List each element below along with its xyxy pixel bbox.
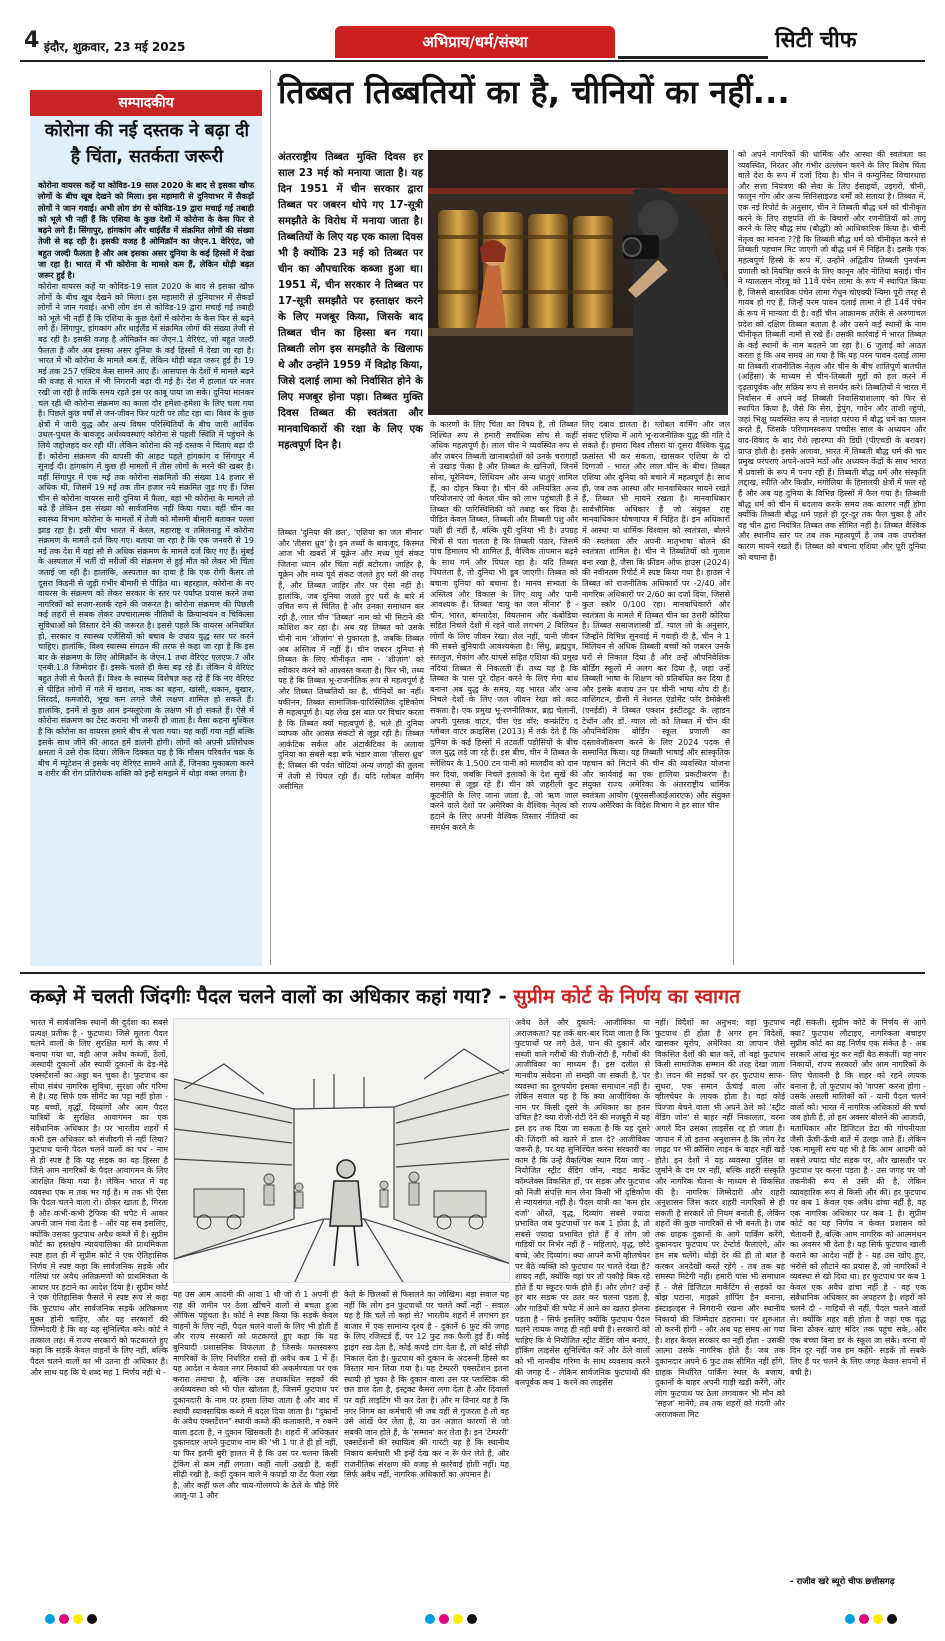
byline: - राजीव खरे ब्यूरो चीफ छत्तीसगढ़ — [790, 1577, 895, 1587]
editorial-lead: कोरोना वायरस कहें या कोविड-19 साल 2020 के बाद से इसका खौफ लोगों के बीच खूब देखने को मिला। इस महामारी से दुनियाभर में सैकड़ों लोगों ने जान गवाई। अभी लोग डंग से कोविड-19 द्वारा मचाई गई तबाही को भूले भी नहीं हैं कि एशिया के कुछ देशों में कोरोना के केस फिर से बढ़ने लगे हैं। सिंगापुर, हांगकांग और थाईलैंड में संक्रमित लोगों की संख्या तेजी से बढ़ रही है। इसकी वजह है ओमिक्रॉन का जेएन.1 वेरिएंट, जो बहुत जल्दी फैलता है और अब इसका असर दुनिया के कई हिस्सों में देखा जा रहा है। भारत में भी कोरोना के मामले कम हैं, लेकिन थोड़ी बढ़त जरूर हुई है। — [38, 180, 254, 281]
footpath-headline-main: कब्ज़े में चलती जिंदगीः पैदल चलने वालों का अधिकार कहां गया? - — [30, 985, 514, 1008]
color-registration-marks — [20, 1610, 925, 1628]
brand-logo: सिटी चीफ — [775, 28, 857, 53]
footpath-column-5: नहीं। विदेशों का अनुभव: वहां फुटपाथ फुटपाथ ही होता है अगर हम विदेशों, खासकर यूरोप, अमेरिका या जापान जैसे विकसित देशों की बात करें, तो वहां फुटपाथ किसी सामाजिक सम्मान की तरह देखा जाता है। लंदन की सड़कों पर हर फुटपाथ साफ-सुथरा, एक समान ऊँचाई वाला और व्हीलचेयर के लायक होता है। वहां कोई पिज्जा बेचने वाला भी अपने ठेले को 'स्ट्रीट वेंडिंग जोन' से बाहर नहीं निकालता, वरना अगले दिन उसका लाइसेंस रद्द हो जाता है। जापान में तो इतना अनुशासन है कि लोग रेड लाइट पर भी क्रॉसिंग लाइन के बाहर नहीं खड़े होते। इन देशों ने यह व्यवस्था पुलिस या जुर्माने के दम पर नहीं, बल्कि शहरी संस्कृति और नागरिक चेतना के माध्यम से विकसित की है। नागरिक जिम्मेदारी और शहरी अनुशासन जिस कदर शहरी नागरिकों से ही सकती है सरकारें तो नियम बनाती हैं, लेकिन शहरों की कुछ नागरिकों से भी बनती है। जब तक ग्राहक दुकानों के आगे पार्किंग करेंगे, दुकानदार फुटपाथ पर टेन्टोर्ड फैलाएंगे, और हम सब चलेंगे। थोड़ी देर की ही तो बात है करकर अनदेखी करते रहेंगे - तब तक यह समस्या मिटेगी नहीं। हमारी पास भी समाधान हैं - जैसे डिजिटल मार्केटिंग से सड़कों का बोझ घटाना, माइक्रो शॉपिंग हैन बनाना, इंस्टाइल्ड्स ने निगरानी रखना और स्थानीय निकायों की जिम्मेदार ठहराना। पर शुरुआत तो करनी होगी - और अब यह समय आ गया है। शहर केवल सरकार का नहीं होता - उसकी आत्मा उसके नागरिक होते हैं। जब तक दुकानदार अपने 6 फुट तक सीमित नहीं होंगे, ग्राहक निर्धारित पार्किंग स्थल के बजाय, दुकानों के बाहर अपनी गाड़ी खड़ी करेंगे, और लोग फुटपाथ पर ठेला लगवाकर भी मौन को 'सहज' मानेंगे, तब तक शहरों को गंदगी और अराजकता मिट — [655, 1018, 785, 1419]
editorial-headline: कोरोना की नई दस्तक ने बढ़ा दी है चिंता, सतर्कता जरूरी — [44, 121, 250, 167]
editorial-body: कोरोना वायरस कहें या कोविड-19 साल 2020 के बाद से इसका खौफ लोगों के बीच खूब देखने को मिला। इस महामारी से दुनियाभर में सैकड़ों लोगों ने जान गवाई। अभी लोग डंग से कोविड-19 द्वारा मचाई गई तबाही को भूले भी नहीं हैं कि एशिया के कुछ देशों में कोरोना के केस फिर से बढ़ने लगे हैं। सिंगापुर, हांगकांग और थाईलैंड में संक्रमित लोगों की संख्या तेजी से बढ़ रही है। इसकी वजह है ओमिक्रॉन का जेएन.1 वेरिएंट, जो बहुत जल्दी फैलता है और अब इसका असर दुनिया के कई हिस्सों में देखा जा रहा है। भारत में भी कोरोना के मामले कम हैं, लेकिन थोड़ी बढ़त जरूर हुई है। 19 मई तक 257 एक्टिव केस सामने आए हैं। आसपास के देशों में मामले बढ़ने की वजह से भारत में भी निगरानी बढ़ा दी गई है। देश में हालात पर नजर रखी जा रही है ताकि समय रहते इस पर काबू पाया जा सके। दुनिया मानकर चल रही थी कोरोना संक्रमण का काला दौर हमेशा-हमेशा के लिए चला गया है। पिछले कुछ वर्षों से जन-जीवन फिर पटरी पर लौट रहा था। विश्व के कुछ क्षेत्रों में जारी युद्ध और अन्य विषम परिस्थितियों के बीच जारी आर्थिक उथल-पुथल के बावजूद अर्थव्यवस्थाएं कोरोना से पहली स्थिति में पहुंचने के लिये जद्दोजहद कर रही थीं। लेकिन कोरोना की नई दस्तक ने चिंताएं बढ़ा दी हैं। कोरोना संक्रमण की वापसी की आहट पहले हांगकांग व सिंगापुर में सुनाई दी। हांगकांग में कुछ ही मामलों में तीस लोगों के मरने की खबर है। वहीं सिंगापुर में एक मई तक कोरोना संक्रमितों की संख्या 14 हजार से अधिक थी, जिसमें 19 मई तक तीन हजार नये संक्रमित जुड़ गए हैं। जिस चीन से कोरोना वायरस सारी दुनिया में फैला, वहां भी कोरोना के मामले तो बढ़े हैं लेकिन इस संख्या को सार्वजनिक नहीं किया गया। वहीं चीन का स्वास्थ्य विभाग कोरोना के मामलों में तेजी को मौसमी बीमारी बताकर पल्ला झाड़ रहा है। इसी बीच भारत में केरल, महाराष्ट्र व तमिलनाडु में कोरोना संक्रमण के मामले दर्ज किए गए। बताया जा रहा है कि एक जनवरी से 19 मई तक देश में यहां सौ से अधिक संक्रमण के मामले दर्ज किए गए हैं। मुंबई के अस्पताल में भर्ती दो मरीजों की संक्रमण से हुई मौत को लेकर भी चिंता जताई जा रही है। हालांकि, अस्पताल का दावा है कि एक रोगी कैंसर तो दूसरा किडनी से जुड़ी गंभीर बीमारी से पीड़ित था। बहरहाल, कोरोना के नए वायरस के संक्रमण को लेकर सरकार के स्तर पर पर्याप्त प्रयास करने तथा नागरिकों को सजग-सतर्क रहने की जरूरत है। कोरोना संक्रमण की पिछली कई लहरों से सबक लेकर उपचारात्मक नीतियों के क्रियान्वयन व चिकित्सा सुविधाओं को विस्तार देने की जरूरत है। इससे पहले कि वायरस अनियंत्रित हो, सरकार व स्वास्थ्य एजेंसियों को बचाव के उपाय युद्ध स्तर पर करने चाहिए। हालांकि, विश्व स्वास्थ्य संगठन की तरफ से कहा जा रहा है कि इस बार के संक्रमण के लिए ओमिक्रॉन के जेएन.1 तथा वेरिएंट एलएफ.7 और एनबी.1.8 जिम्मेदार हैं। इसके चलते ही केस बढ़ रहे हैं। लेकिन ये वेरिएंट बहुत तेजी से फैलते हैं। विश्व के स्वास्थ्य विशेषज्ञ कह रहे हैं कि नए वेरिएंट से पीड़ित लोगों में गले में खराश, नाक का बहना, खांसी, थकान, बुखार, सिरदर्द, कमजोरी, भूख कम लगने जैसे लक्षण शामिल हो सकते हैं। हालांकि, इनमें से कुछ आम इन्फ्लूएंजा के लक्षण भी हो सकते हैं। ऐसे में कोरोना संक्रमण का टेस्ट कराना भी जरूरी हो जाता है। वैसा कहना मुश्किल है कि कोरोना का वायरस हमारे बीच से चला गया। यह कहीं गया नहीं बल्कि इसके साथ जीने की आदत हमें डालनी होगी। लोगों को अपनी प्रतिरोधक क्षमता ने उसे रोक दिया। लेकिन दिक्कत यह है कि मौसम परिवर्तन चक्र के बीच में म्यूटेशन से इसके नए वेरिएंट सामने आते हैं, जिनका मुकाबला करने व शरीर की रोग प्रतिरोधक शक्ति को इन्हें समझने में थोड़ा वक्त लगता है। — [38, 282, 254, 779]
column-divider — [270, 70, 271, 965]
footpath-column-6 — [790, 1018, 926, 1603]
tibet-column-1: तिब्बत 'दुनिया की छत', 'एशिया का जल मीनार' और 'तीसरा ध्रुव' है। इन तथ्यों के बावजूद, किस्मत आज भी खबरों में यूक्रेन और मध्य पूर्व संकट जितना ध्यान और चिंता नहीं बटोरता। जाहिर है, यूक्रेन और मध्य पूर्व संकट जलते हुए घरों की तरह हैं, और तिब्बत जाहिर तौर पर ऐसा नहीं है। हालांकि, जब दुनिया जलते हुए घरों के बारे में उचित रूप से चिंतित है और उनका समाधान कर रही है, लाल चीन 'तिब्बत' नाम को भी मिटाने की कोशिश कर रहा है। अब यह तिब्बत को उसके चीनी नाम 'शीज़ांग' से पुकारता है, जबकि तिब्बत अब अस्तित्व में नहीं है। चीन जबरन दुनिया से तिब्बत के लिए चीनीकृत नाम - 'शीज़ांग' को स्वीकार करने को आश्वस्त करता है। फिर भी, तथ्य यह है कि तिब्बत भू-राजनीतिक रूप से महत्वपूर्ण है और तिब्बत तिब्बतियों का है, चीनियों का नहीं। यकीनन, तिब्बत सामाजिक-पारिस्थितिक दृष्टिकोण से महत्वपूर्ण है। यह लेख इस बात पर विचार करता है कि तिब्बत क्यों महत्वपूर्ण है, भले ही दुनिया व्यापक और आसन्न संकटों से जूझ रही है। तिब्बत आर्कटिक सर्कल और अंटार्कटिका के अलावा दुनिया का सबसे बड़ा बर्फ भंडार वाला 'तीसरा ध्रुव' है; तिब्बत की पर्वत चोटियां अन्य जगहों की तुलना में तेजी से पिघल रही हैं। यदि ग्लोबल वार्मिंग असीमित — [278, 528, 424, 792]
tibet-headline: तिब्बत तिब्बतियों का है, चीनियों का नहीं... — [278, 73, 790, 111]
footpath-column-6-text: नहीं सकती। सुप्रीम कोर्ट के निर्णय से आगे क्या? फुटपाथ लौटाइए, नागरिकता बचाइए सुप्रीम कोर्ट का यह निर्णय एक संकेत है - अब सरकारें आंख मूंद कर नहीं बैठ सकतीं। यह नगर निकायों, राज्य सरकारों और आम नागरिकों के लिए चेतावनी है कि शहर को रहने लायक बनाना है, तो फुटपाथ को 'वापस' करना होगा - उसके असली मालिकों को - यानी पैदल चलने वालों को। भारत में नागरिक अधिकारों की चर्चा जब होती है, तो हम अक्सर बोलने की आजादी, मताधिकार और डिजिटल डेटा की गोपनीयता जैसी ऊँची-ऊँची बातें में उलझ जाते हैं। लेकिन एक मामूली सच यह भी है कि आम आदमी को सबसे ज्यादा चोट सड़क पर, और खासतौर पर फुटपाथ पर करना पड़ता है - उस जगह पर जो तकनीकी रूप से उसी की है, लेकिन व्यावहारिक रूप से किसी और की। हर फुटपाथ पर कब 1 केवल एक अवैध ढांचा नहीं है, वह एक नागरिक अधिकार पर कब 1 है। सुप्रीम कोर्ट का यह निर्णय न केवल प्रशासन को चेतावनी है, बल्कि आम नागरिक को आत्ममंथन का अवसर भी देता है। यह सिर्फ फुटपाथ खाली कराने का आदेश नहीं है - यह उस खोए हुए, भरोसे को लौटाने का प्रयास है, जो नागरिकों ने व्यवस्था से खो दिया था। हर फुटपाथ पर कब 1 केवल एक अवैध ढांचा नहीं है - वह एक संवैधानिक अधिकार का अपहरण है। शहरों को चलने दो - गाड़ियों से नहीं, पैदल चलने वालों से। क्योंकि शहर वही होता है जहां एक वृद्ध बिना ठोकर खाए मंदिर तक पहुंच सके, और एक बच्चा बिना डर के स्कूल जा सके। वरना वो दिन दूर नहीं जब हम कहेंगे- सड़कें तो सबके लिए हैं पर चलने के लिए जगह केवल सपनों में बची है। — [790, 1018, 926, 1377]
section-banner: अभिप्राय/धर्म/संस्था — [335, 26, 615, 58]
footpath-column-4: अवैध ठेले और दुकानें: आजीविका या अराजकता? यह तर्क बार-बार दिया जाता है कि फुटपाथों पर लगे ठेले, पान की दुकानें और सब्जी वाले गरीबों की रोजी-रोटी हैं, गरीबों की आजीविका का माध्यम हैं। इस दलील से मानवीय संवेदना तो समझी जा सकती है, पर व्यवस्था का दुरुपयोग इसका समाधान नहीं है। लेकिन सवाल यह है कि क्या आजीविका के नाम पर किसी दूसरे के अधिकार का हनन उचित है? क्या रोजी-रोटी देने की मजबूरी में यह इस हद तक दिया जा सकता है कि यह दूसरे की जिंदगी को खतरे में डाल दे? आजीविका जरूरी है, पर यह सुनिश्चित करना सरकारों का काम है कि उन्हें वैकल्पिक स्थान दिया जाए - नियोजित स्ट्रीट वेंडिंग जोन, नाइट मार्केट कॉम्प्लेक्स विकसित हों, पर सड़क और फुटपाथ को निजी संपत्ति मान लेना किसी भी दृष्टिकोण से न्यायसंगत नहीं है। पैदल यात्री का 'कम होर दर्जा' औरतें, वृद्ध, दिव्यांग सबसे ज्यादा प्रभावित जब फुटपाथों पर कब 1 होता है, तो सबसे ज्यादा प्रभावित होते हैं वे लोग जो गाड़ियों पर निर्भर नहीं हैं - महिलाएं, वृद्ध, छोटे बच्चे, और दिव्यांग। क्या आपने कभी व्हीलचेयर पर बैठे व्यक्ति को फुटपाथ पर चलते देखा है? शायद नहीं, क्योंकि वहां पर तो पकौड़े बिक रहे होते हैं या स्कूटर पार्क होते हैं। और लोग? उन्हें हर बार सड़क पर उतर कर चलना पड़ता है, और गाड़ियों की चपेट में आने का खतरा झेलना पड़ता है - सिर्फ इसलिए क्योंकि फुटपाथ पैदल चलने लायक जगह ही नहीं बची है। सरकारों को चाहिए कि वे नियोजित स्ट्रीट वेंडिंग जोन बनाएं, हॉकिंग लाइसेंस सुनिश्चित करें और ठेले वालों को भी मानवीय गरिमा के साथ व्यवसाय करने की जगह दें - लेकिन सार्वजनिक फुटपाथों की बलपूर्वक कब 1 करने का लाइसेंस — [515, 1018, 650, 1388]
editorial-label: सम्पादकीय — [30, 90, 262, 116]
print-registration-bar — [20, 1610, 925, 1628]
footpath-column-3: केले के छिलकों से फिसलने का जोखिम। बड़ा सवाल यह नहीं कि लोग इन फुटपाथों पर चलते क्यों नहीं - सवाल यह है कि चलें तो कहां से? भारतीय शहरों में लगभग हर बाजार में एक सामान्य दृश्य है - दुकानें 6 फुट की जगह के लिए रजिस्टर्ड हैं, पर 12 फुट तक फैली हुई हैं। कोई ड्राइंग रख देता है, कोई कपड़े टांग देता है, तो कोई सीढ़ी निकाल देता है। फुटपाथ को दुकान के अंदरूनी हिस्से का विस्तार मान लिया गया है। यह टेम्पररी एक्सटेंशन इतना स्थायी हो चुका है कि दुकान वाला उस पर प्लास्टिक की छत डाल देता है, इंस्ट्रक्ट कैमरा लगा देता है और दिवालों पर वहीं लाइटिंग भी कर देता है। और म विनार यह है कि नगर निगम का कर्मचारी भी जब वहीं से गुजरता है तो वह उसे आंखें फेर लेता है, या उन अज्ञात कारणों से जो सबकी जान होते हैं, के 'सम्मान' कर लेता है। इन 'टेम्पररी' एक्सटेंशनों की स्थायित्व की गारंटी यह है कि स्थानीय निकाय कर्मचारी भी इन्हें देख कर न रूँ फेर लेते हैं, और राजनीतिक संरक्षण की वजह से कार्रवाई होती नहीं। यह सिर्फ अवैध नहीं, नागरिक अधिकारों का अपमान है। — [344, 1290, 509, 1480]
prayer-wheels-illustration — [428, 150, 728, 415]
tibet-column-3: लिए दबाव डालता है। ग्लोबल वार्मिंग और जल संकट एशिया में आगे भू-राजनीतिक युद्ध की गति दे सकते हैं। हमारा विश्व तौसरा या दूसरा वैश्विक युद्ध फ़सांस्त भी कर सकता, खासकर एशिया के दो दिग्गजों - भारत और लाल चीन के बीच। तिब्बत एशिया और दुनिया को बचाने में महत्वपूर्ण है। साथ ही, जब तक आस्था और मानवाधिकार मायने रखते हैं, तिब्बत भी मायने रखता है। मानवाधिकार सार्वभौमिक अधिकार हैं जो संयुक्त राष्ट्र मानवाधिकार घोषणापत्र में निहित हैं। इन अधिकारों में आस्था या धार्मिक विश्वास को स्वतंत्रता, बोलने की स्वतंत्रता और अपनी मातृभाषा बोलने की स्वतंत्रता शामिल है। चीन ने तिब्बतियों को गुलाम बना रखा है, जैसा कि फ्रीडम ऑफ हाउस (2024) की नवीनतम रिपोर्ट में स्पष्ट किया गया है। हाउस ने तिब्बत को राजनीतिक अधिकारों पर -2/40 और नागरिक अधिकारों पर 2/60 का दर्जा दिया, जिससे कुल स्कोर 0/100 रहा। मानवाधिकारों और स्वतंत्रता के मामले में तिब्बत चीन का उत्तरी कोरिया है। तिब्बत समाजशास्त्री डॉ. ग्याल लो के अनुसार, जिन्होंने विभिन्न सुनवाई में गवाही दी है, चीन ने 1 मिलियन से अधिक तिब्बती बच्चों को जबरन उनके घरों से निकाल दिया है और उन्हें औपनिवेशिक बोर्डिंग स्कूलों में अलग कर दिया है, जहां उन्हें तिब्बती भाषा के शिक्षण को प्रतिबंधित कर दिया है और इसके बजाय उन पर चीनी भाषा थोप दी है। वाशिंगटन, डीसी में नेशनल एंडोमेंट फॉर डेमोक्रेसी (एनईडी) ने तिब्बत एक्शन इंस्टीट्यूट के ल्हाडन टेथॉन और डॉ. ग्याल लो को तिब्बत में चीन की औपनिवेशिक बोर्डिंग स्कूल प्रणाली का दस्तावेजीकरण करने के लिए 2024 पदक से सम्मानित किया। यह तिब्बती भाषाई और सांस्कृतिक पहचान को मिटाने की चीन की व्यवस्थित योजना और कार्यवाई का एक हालिया प्रकटीकरण है। संयुक्त राज्य अमेरिका के अंतरराष्ट्रीय धार्मिक स्वतंत्रता आयोग (यूएससीआईआरएफ) और संयुक्त राज्य अमेरिका के विदेश विभाग ने हर साल चीन — [582, 420, 730, 811]
crowded-street-illustration — [174, 1019, 510, 1283]
street-sketch-image — [173, 1018, 510, 1283]
dateline: इंदौर, शुक्रवार, 23 मई 2025 — [44, 40, 186, 54]
tibet-column-2: के कारणों के लिए चिंता का विषय है, तो तिब्बत निश्चित रूप से हमारी सर्वाधिक सोच से कहीं अधिक महत्वपूर्ण है। लाल चीन ने व्यवस्थित रूप से और जबरन तिब्बती खानाबदोशों को उनके चरागाहों से उखाड़ फेंका है और तिब्बत के खनिजों, जिनमें सोना, यूरेनियम, लिथियम और अन्य धातुएं शामिल हैं, का दोहन किया है। चीन की अनियंत्रित अन्य परियोजनाएं जो केवल चीन को लाभ पहुंचाती हैं ने तिब्बत की पारिस्थितिकी को तबाह कर दिया है। पीड़ित केवल तिब्बत, तिब्बती और तिब्बती पशु और पक्षी ही नहीं हैं, बल्कि पूरी दुनिया भी है। उपग्रह चित्रों से पता चलता है कि तिब्बती पठार, जिसमें पांच हिमालय भी शामिल हैं, वैश्विक तापमान बढ़ने के साथ गर्म और पिघल रहा है। यदि तिब्बत पिघलता है, तो दुनिया भी डूब जाएगी। तिब्बत को बचाना दुनिया को बचाना है। मानव सभ्यता के अस्तित्व और विकास के लिए वायु और पानी आवश्यक हैं। तिब्बत 'वायु का जल मीनार' है - चीन, भारत, बांग्लादेश, वियतनाम और कंबोडिया सहित निचले देशों में रहने वाले लगभग 2 बिलियन लोगों के लिए जीवन रेखा। तेल नहीं, पानी जीवन की सबसे बुनियादी आवश्यकता है। सिंधु, ब्रह्मपुत्र, सतलुज, मेकांग और यांग्त्से सहित एशिया की प्रमुख नदियां तिब्बत से निकलती हैं। तथ्य यह है कि तिब्बत के पास पूरे दोहन करने के लिए मेगा बांध बनाना अब युद्ध के समय, यह भारत और अन्य निचले देशों के लिए जल जीवन रेखा को काट सकता है। एक प्रमुख भू-रणनीतिकार, ब्रह्म चेलानी, अपनी पुस्तक वाटर, पीस एंड वॉर: कन्फ्रंटिंग द ग्लोबल वाटर क्राइसिस (2013) में तर्क देते हैं कि दुनिया के कई हिस्सों में तटवर्ती पड़ोसियों के बीच जल युद्ध लड़े जा रहे हैं। इस बीच, चीन ने तिब्बत के स्लेशियर के 1,500 टन पानी को मालदीव को दान कर दिया, जबकि निचले इलाकों के देश सूखे की समस्या से जूझ रहे हैं। चीन को जहरीली कूट कूटनीति के लिए जाना जाता है, जो ऋण जाल करने वाले देशों पर अमेरिका के वैश्विक नेतृत्व को हटाने के लिए अपनी वैश्विक विस्तार नीतियों का समर्थन करने के — [430, 420, 578, 832]
footpath-headline — [30, 982, 926, 1012]
brand-underline — [618, 56, 768, 59]
footpath-headline-accent: सुप्रीम कोर्ट के निर्णय का स्वागत — [513, 985, 741, 1008]
tibet-column-4: को अपने नागरिकों की धार्मिक और आस्था की स्वतंत्रता का व्यवस्थित, निरंतर और गंभीर उल्लंघन करने के लिए विशेष चिंता वाले देश के रूप में दर्जा दिया है। चीन ने कम्युनिस्ट विचारधारा और सत्ता नियंत्रण की सेवा के लिए ईसाइयों, उइगरों, चीनी, फालुन गोंग और अन्य सिनिसाइज्ड धर्मों को सताया है। तिब्बत में, एक नई रिपोर्ट के अनुसार, चीन ने तिब्बती बौद्ध धर्म को चीनीकृत करने के लिए राष्ट्रपति शी के विचारों और रणनीतियों को लागू करने के लिए बौद्ध संघ (बौद्धों) को आधिकारिक किया है। चीनी नेतृत्व का मानना ??है कि तिब्बती बौद्ध धर्म को चीनीकृत करने से तिब्बती पहचान मिट जाएगी जो बौद्ध धर्म में निहित है। इसके एक महत्वपूर्ण हिस्से के रूप में, उन्होंने अद्वितीय तिब्बती पुनर्जन्म प्रणाली को नियंत्रित करने के लिए कानून और नीतियां बनाई। चीन ने ग्यालत्सन नोरबू को 11वें पंचेन लामा के रूप में स्थापित किया है, जिससे वास्तविक पंचेन लामा गेधुन चोएक्यी न्यिमा पूरी तरह से गायब हो गए हैं, जिन्हें परम पावन दलाई लामा ने ही 14वें पंचेन के रूप में मान्यता दी है। वहीं चीन आक्रामक तरीके से अरुणाचल प्रदेश को दक्षिण तिब्बत बताता है और उसने कई स्थानों के नाम चीनीकृत तिब्बती नामों से रखे हैं। उसकी कार्रवाई में भारत तिब्बत के कई स्थानों के नाम बदलने जा रहा है। 6 जुलाई को आठत करता हूं कि अब समय आ गया है कि यह परम पावन दलाई लामा या तिब्बती राजनीतिक नेतृत्व और चीन के बीच शांतिपूर्ण बातचीत (अहिंसा) के माध्यम से चीन-तिब्बती मुद्दों को हल करने में दृढ़तापूर्वक और सक्रिय रूप से समर्थन करे। तिब्बतियों ने भारत में निर्वासन में अपने कई तिब्बती निवासियाशालाएं को फिर से स्थापित किया है, जैसे कि सेरा, ड्रेपुंग, गादेन और ताशी ल्हुंपो, जहां भिक्षु व्यवस्थित रूप से नालंदा परंपरा में बौद्ध धर्म का पालन करते हैं, जिसके परिणामस्वरूप पच्चीस साल के अध्ययन और वाद-विवाद के बाद गेशे ल्हारम्पा की डिग्री (पीएचडी के बराबर) प्राप्त होती है। इसके अलावा, भारत में तिब्बती बौद्ध धर्म की चार प्रमुख परंपराएं अपने-अपने मठों और अध्ययन केंद्रों के साथ भारत में प्रवासी के रूप में पनप रही हैं। तिब्बती बौद्ध धर्म और संस्कृति लद्दाख, स्पीति और किन्नौर, मंगोलिया के हिमालयी क्षेत्रों में फल रहे हैं और अब यह दुनिया के विभिन्न हिस्सों में फैल गया है। तिब्बती बौद्ध धर्म को चीन में बदलाव करके समय तक कारगर नहीं होगा क्योंकि तिब्बती बौद्ध धर्म पहले ही दूर-दूर तक फैल चुका है और वह चीन द्वारा नियंत्रित तिब्बत तक सीमित नहीं है। तिब्बत वैश्विक और स्थानीय स्तर पर तब तक महत्वपूर्ण है जब तक उपरोक्त कारण मायने रखते हैं। तिब्बत को बचाना एशिया और पूरी दुनिया को बचाना है। — [738, 150, 926, 562]
tibet-lead: अंतरराष्ट्रीय तिब्बत मुक्ति दिवस हर साल 23 मई को मनाया जाता है। यह दिन 1951 में चीन सरकार द्वारा तिब्बत पर जबरन थोपे गए 17-सूत्री समझौते के विरोध में मनाया जाता है। तिब्बतियों के लिए यह एक काला दिवस भी है क्योंकि 23 मई को तिब्बत पर चीन का औपचारिक कब्जा हुआ था। 1951 में, चीन सरकार ने तिब्बत पर 17-सूत्री समझौते पर हस्ताक्षर करने के लिए मजबूर किया, जिसके बाद तिब्बत चीन का हिस्सा बन गया। तिब्बती लोग इस समझौते के खिलाफ थे और उन्होंने 1959 में विद्रोह किया, जिसे दलाई लामा को निर्वासित होने के लिए मजबूर होना पड़ा। तिब्बत मुक्ति दिवस तिब्बत की स्वतंत्रता और मानवाधिकारों की रक्षा के लिए एक महत्वपूर्ण दिन है। — [278, 152, 423, 451]
header-rule — [20, 60, 925, 62]
section-rule — [20, 972, 925, 974]
footpath-column-2: यह उस आम आदमी की आवा 1 थी जो रो 1 अपनी ही राह की जमीन पर ठेला खींचने वालों से बचता हुआ ऑफिस पहुंचता है। कोर्ट ने स्पष्ट किया कि सड़कें केवल वाहनों के लिए नहीं, पैदल चलने वालों के लिए भी होती हैं और राज्य सरकारों को फटकारते हुए कहा कि यह बुनियादी प्रशासनिक विफलता है जिसके फलस्वरूप नागरिकों के लिए निर्धारित रास्ते ही अवैध कब 1 में हैं। यह आदेश न केवल नगर निकायों की अकर्मण्यता पर एक करारा तमाचा है, बल्कि उस तथाकथित सड़कों की अर्थव्यवस्था को भी पोल खोलता है, जिसमें फुटपाथ पर दुकानदारी के नाम पर हफ्ता लिया जाता है और बाद में स्थायी व्यावसायिक कब्जे में बदल दिया जाता है। "दुकानों के अवैध एक्सटेंशन" स्थायी कब्जे की कलाकारी, न रुकने वाला इटता है, न दुकान खिसकती है। शहरों में अधिकतर दुकानदार अपने फुटपाथ नाम की 'भी 1 पा ते ही हों नहीं, या फिर इतनी बुरी हालत में है कि उस पर चलना किसी ट्रेकिंग से कम नहीं लगता। कहीं नाली उखड़ी है, कहीं सीढ़ी रखी है, कहीं दुकान वाले ने कपड़ों या टेंट फैला रखा है, और कहीं फल और चाय-गोलगप्पे के ठेले के चौड़े गिरे आलू-पा 1 और — [173, 1290, 338, 1501]
tibet-photo — [428, 150, 728, 415]
column-divider — [733, 150, 734, 965]
footpath-column-1: भारत में सार्वजनिक स्थानों की दुर्दशा का सबसे प्रत्यक्ष प्रतीक है - फुटपाथ। जिसे मूलतः पैदल चलने वालों के लिए सुरक्षित मार्ग के रूप में बनाया गया था, वही आज अवैध कब्जों, ठेलों, अस्थायी दुकानों और स्थायी दुकानों के ढेड़-मेढ़े एक्सटेंशनों का अड्डा बन चुका है। फुटपाथ का सीधा संबंध नागरिक सुविधा, सुरक्षा और गरिमा से है। यह सिर्फ एक सीमेंट का पट्टा नहीं होता - यह बच्चों, वृद्धों, दिव्यांगों और आम पैदल यात्रियों के सुरक्षित आवागमन का एक संवैधानिक अधिकार है। पर भारतीय शहरों में कभी इस अधिकार को संजीदगी से नहीं लिया? फुटपाथ यानी पैदल चलने वालों का पथ - नाम से ही स्पष्ट है कि यह सड़क का वह हिस्सा है जिसे आम नागरिकों के पैदल आवागमन के लिए आरक्षित किया गया है। लेकिन भारत में यह व्यवस्था एक म तक भर गई है। म तक भी ऐसा कि पैदल चलने वाला रो। ठोकर खाता है, गिरता है और कभी-कभी ट्रैफिक की चपेट में आकर अपनी जान गंवा देता है - और यह सब इसलिए, क्योंकि उसका फुटपाथ अवैध कब्‍जे में है। सुप्रीम कोर्ट का हस्तक्षेप न्यायपालिका की प्राथमिकता स्पष्ट हाल ही में सुप्रीम कोर्ट ने एक ऐतिहासिक निर्णय में स्पष्ट कहा कि सार्वजनिक सड़कें और गलियां पर अवैध अतिक्रमणों को प्राथमिकता के आधार पर हटाने का आदेश दिया है। सुप्रीम कोर्ट ने एक ऐतिहासिक फैसले में स्पष्ट रूप से कहा कि फुटपाथ और सार्वजनिक सड़कें अतिक्रमण मुक्त होनी चाहिए, और यह सरकारों की जिम्मेदारी है कि वह यह सुनिश्चित करे। कोर्ट ने तत्काल लह। में राज्य सरकारों को फटकारते हुए कहा कि सड़कें केवल वाहनों के लिए नहीं, बल्कि पैदल चलने वालों का भी उतना ही अधिकार है। और साथ यह कि ये शब्द मह 1 निर्णय नहीं थे - — [30, 1018, 168, 1377]
page-number: 4 — [24, 28, 40, 53]
